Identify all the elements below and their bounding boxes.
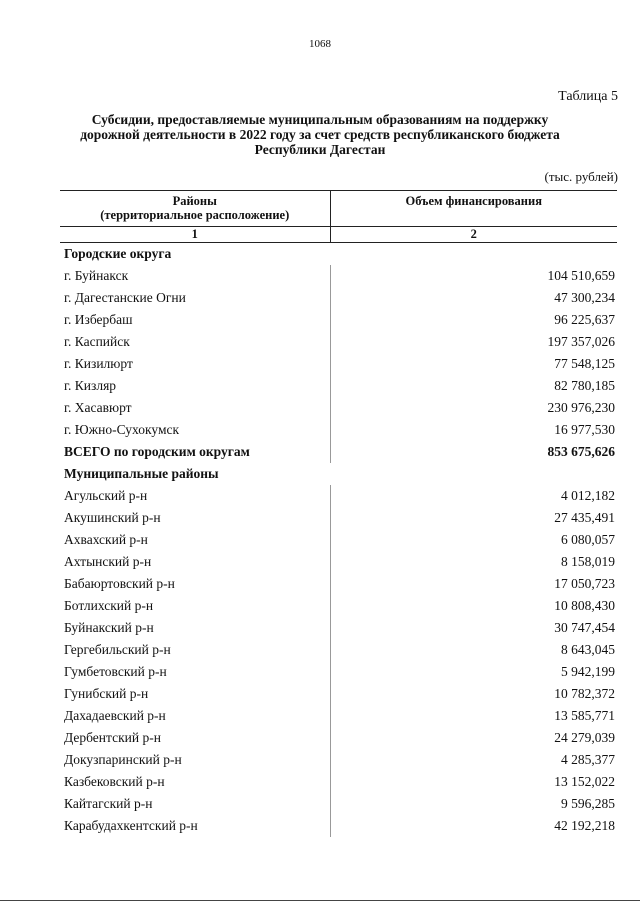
row-value: 4 012,182: [561, 488, 615, 503]
table-row: [60, 683, 617, 705]
document-title: [80, 112, 560, 157]
row-name: г. Хасавюрт: [60, 397, 330, 419]
table-row: [60, 529, 617, 551]
header-row: [60, 191, 617, 227]
column-header-line: (территориальное расположение): [100, 208, 290, 222]
section-title: Городские округа: [64, 246, 172, 261]
table-row: [60, 815, 617, 837]
table-row: [60, 661, 617, 683]
row-name: Докузпаринский р-н: [60, 749, 330, 771]
table-row: [60, 397, 617, 419]
row-name: г. Буйнакск: [60, 265, 330, 287]
table-row: [60, 375, 617, 397]
row-name: Бабаюртовский р-н: [60, 573, 330, 595]
row-name: Кайтагский р-н: [60, 793, 330, 815]
table-body: [60, 243, 617, 838]
title-line: дорожной деятельности в 2022 году за счет средств республиканского бюджета: [80, 127, 560, 142]
section-header-row: [60, 243, 617, 266]
row-value: 30 747,454: [554, 620, 615, 635]
page-number: 1068: [309, 38, 331, 50]
row-value: 82 780,185: [554, 378, 615, 393]
row-value: 13 585,771: [554, 708, 615, 723]
row-name: г. Дагестанские Огни: [60, 287, 330, 309]
row-name: Акушинский р-н: [60, 507, 330, 529]
section-title: Муниципальные районы: [64, 466, 219, 481]
page-bottom-rule: [0, 900, 640, 901]
table-row: [60, 639, 617, 661]
table-row: [60, 595, 617, 617]
row-name: г. Южно-Сухокумск: [60, 419, 330, 441]
table-row: [60, 309, 617, 331]
row-name: Гергебильский р-н: [60, 639, 330, 661]
row-name: Ахтынский р-н: [60, 551, 330, 573]
units-label: (тыс. рублей): [544, 169, 618, 184]
section-header-row: [60, 463, 617, 485]
title-line: Субсидии, предоставляемые муниципальным образованиям на поддержку: [91, 112, 549, 127]
row-value: 47 300,234: [554, 290, 615, 305]
column-header-funding: Объем финансирования: [330, 191, 617, 227]
row-name: г. Избербаш: [60, 309, 330, 331]
column-header-line: Районы: [172, 194, 217, 208]
table-row: [60, 727, 617, 749]
table-row: [60, 507, 617, 529]
row-value: 77 548,125: [554, 356, 615, 371]
row-name: г. Каспийск: [60, 331, 330, 353]
table-row: [60, 419, 617, 441]
row-name: г. Кизилюрт: [60, 353, 330, 375]
row-name: Буйнакский р-н: [60, 617, 330, 639]
row-name: Дербентский р-н: [60, 727, 330, 749]
table-row: [60, 749, 617, 771]
row-name: Гунибский р-н: [60, 683, 330, 705]
row-name: ВСЕГО по городским округам: [60, 441, 330, 463]
column-number-row: [60, 227, 617, 243]
row-name: Агульский р-н: [60, 485, 330, 507]
row-value: 16 977,530: [554, 422, 615, 437]
row-value: 17 050,723: [554, 576, 615, 591]
table-row: [60, 331, 617, 353]
row-value: 4 285,377: [561, 752, 615, 767]
row-value: 13 152,022: [554, 774, 615, 789]
row-name: Гумбетовский р-н: [60, 661, 330, 683]
table-row: [60, 353, 617, 375]
title-line: Республики Дагестан: [254, 142, 386, 157]
column-number: 2: [330, 227, 617, 243]
row-value: 230 976,230: [547, 400, 615, 415]
row-name: г. Кизляр: [60, 375, 330, 397]
subsidies-table: [60, 190, 617, 837]
row-name: Ботлихский р-н: [60, 595, 330, 617]
row-value: 27 435,491: [554, 510, 615, 525]
column-number: 1: [60, 227, 330, 243]
row-value: 10 808,430: [554, 598, 615, 613]
row-name: Дахадаевский р-н: [60, 705, 330, 727]
row-value: 9 596,285: [561, 796, 615, 811]
table-label: Таблица 5: [558, 89, 618, 104]
row-value: 42 192,218: [554, 818, 615, 833]
row-value: 8 158,019: [561, 554, 615, 569]
row-value: 104 510,659: [547, 268, 615, 283]
row-value: 197 357,026: [547, 334, 615, 349]
row-value: 8 643,045: [561, 642, 615, 657]
row-value: 5 942,199: [561, 664, 615, 679]
table-row: [60, 265, 617, 287]
table-row: [60, 485, 617, 507]
column-header-districts: [60, 191, 330, 227]
row-value: 6 080,057: [561, 532, 615, 547]
table-row: [60, 287, 617, 309]
table-row: [60, 573, 617, 595]
row-value: 10 782,372: [554, 686, 615, 701]
total-row: [60, 441, 617, 463]
table-row: [60, 551, 617, 573]
table-row: [60, 771, 617, 793]
row-value: 24 279,039: [554, 730, 615, 745]
row-name: Казбековский р-н: [60, 771, 330, 793]
row-name: Карабудахкентский р-н: [60, 815, 330, 837]
row-name: Ахвахский р-н: [60, 529, 330, 551]
row-value: 853 675,626: [547, 444, 615, 459]
table-row: [60, 617, 617, 639]
table-row: [60, 705, 617, 727]
row-value: 96 225,637: [554, 312, 615, 327]
table-row: [60, 793, 617, 815]
